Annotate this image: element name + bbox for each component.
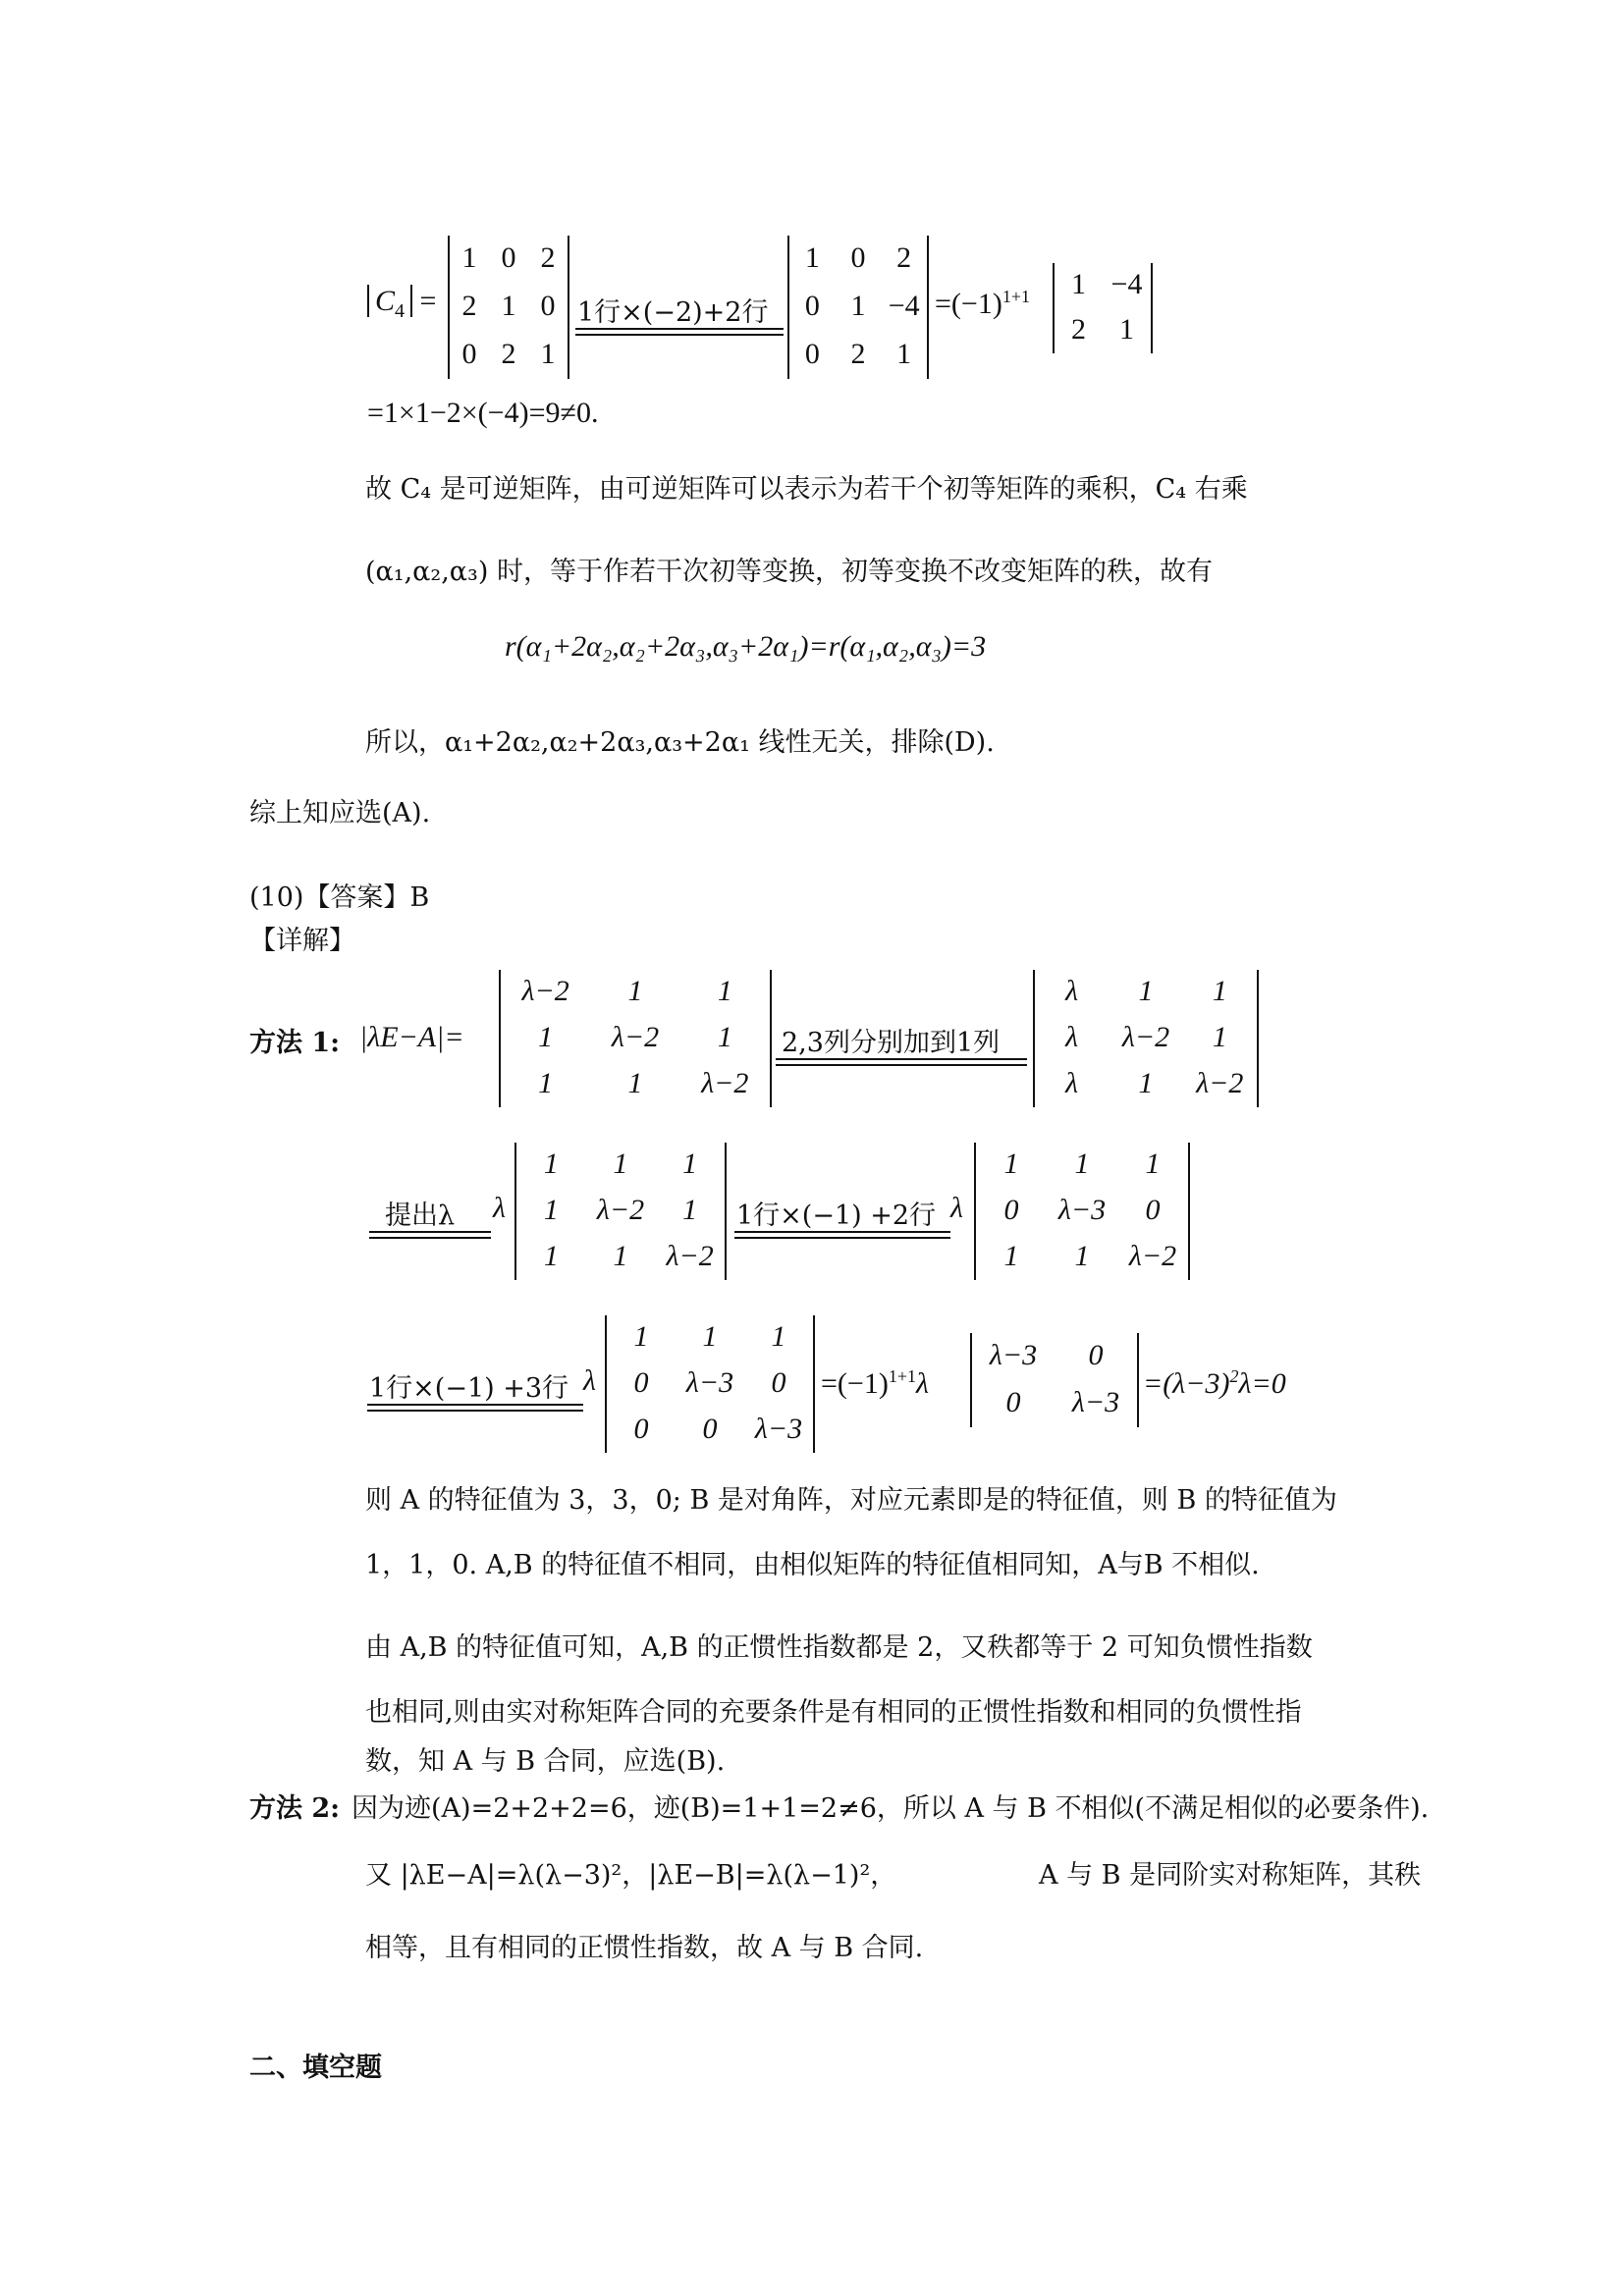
paragraph-independent: 所以，α₁+2α₂,α₂+2α₃,α₃+2α₁ 线性无关，排除(D). xyxy=(365,727,995,758)
rank-equation: r(α₁+2α₂,α₂+2α₃,α₃+2α₁)=r(α₁,α₂,α₃)=3 xyxy=(505,630,987,663)
row-op-underline-2 xyxy=(734,1231,950,1239)
matrix-entry: 1 xyxy=(1119,313,1134,346)
matrix-entry: 2 xyxy=(1071,313,1086,346)
matrix-entry: λ xyxy=(1065,1021,1079,1053)
matrix-entry: 1 xyxy=(538,1021,554,1053)
matrix-entry: λ−3 xyxy=(1071,1386,1120,1418)
char-matrix-4 xyxy=(974,1143,1190,1280)
question-10-answer: (10)【答案】B xyxy=(249,882,430,913)
method-2-line-2a: 又 |λE−A|=λ(λ−3)²，|λE−B|=λ(λ−1)²， xyxy=(365,1860,897,1891)
matrix-entry: 0 xyxy=(850,241,866,275)
matrix-entry: 1 xyxy=(682,1148,698,1181)
matrix-entry: 1 xyxy=(1003,1239,1019,1272)
matrix-entry: 1 xyxy=(633,1320,649,1354)
matrix-entry: 1 xyxy=(540,337,556,370)
matrix-entry: 1 xyxy=(717,975,732,1008)
factor-op-label: 提出λ xyxy=(385,1201,456,1231)
matrix-entry: 1 xyxy=(613,1148,628,1181)
row-op-label-1: 1行×(−2)+2行 xyxy=(577,297,769,328)
c4-matrix-original xyxy=(448,236,569,379)
matrix-entry: 0 xyxy=(501,241,516,275)
char-matrix-3 xyxy=(514,1143,727,1280)
cofactor-coef-2: $=(-1)^{1+1}\lambda$ xyxy=(821,1366,929,1400)
matrix-entry: 0 xyxy=(540,290,556,322)
inertia-paragraph-2: 也相同,则由实对称矩阵合同的充要条件是有相同的正惯性指数和相同的负惯性指 xyxy=(365,1697,1302,1728)
matrix-entry: 0 xyxy=(804,337,820,370)
col-op-underline xyxy=(776,1058,1027,1066)
matrix-entry: 1 xyxy=(682,1194,698,1226)
matrix-entry: 1 xyxy=(1212,1021,1227,1053)
matrix-entry: λ−2 xyxy=(596,1194,645,1226)
matrix-entry: 0 xyxy=(461,337,477,370)
matrix-entry: 0 xyxy=(804,290,820,322)
matrix-entry: 1 xyxy=(1071,268,1086,300)
char-poly-lhs: |λE−A|= xyxy=(359,1021,464,1053)
method-2-line-3: 相等，且有相同的正惯性指数，故 A 与 B 合同. xyxy=(365,1933,924,1963)
matrix-entry: 1 xyxy=(896,337,912,370)
matrix-entry: 0 xyxy=(1088,1339,1104,1371)
matrix-entry: 0 xyxy=(1003,1194,1019,1226)
matrix-entry: −4 xyxy=(888,290,920,322)
lambda-factor-2: λ xyxy=(950,1192,963,1224)
matrix-entry: 1 xyxy=(613,1239,628,1272)
col-op-label: 2,3列分别加到1列 xyxy=(782,1028,1001,1058)
char-minor-2x2 xyxy=(970,1333,1139,1427)
matrix-entry: 1 xyxy=(804,241,820,275)
matrix-entry: 1 xyxy=(1138,975,1154,1008)
matrix-entry: 1 xyxy=(850,290,866,322)
matrix-entry: 1 xyxy=(1212,975,1227,1008)
matrix-entry: 2 xyxy=(461,290,477,322)
matrix-entry: 0 xyxy=(702,1412,718,1445)
matrix-entry: 1 xyxy=(1138,1066,1154,1099)
matrix-entry: 1 xyxy=(1074,1148,1090,1181)
matrix-entry: 2 xyxy=(540,241,556,275)
row-op-underline-3 xyxy=(367,1404,583,1412)
matrix-entry: λ−3 xyxy=(1057,1194,1107,1226)
matrix-entry: 1 xyxy=(702,1320,718,1354)
conclusion-line: 综上知应选(A). xyxy=(249,798,431,828)
inertia-paragraph-3: 数，知 A 与 B 合同，应选(B). xyxy=(365,1746,726,1777)
matrix-entry: 1 xyxy=(538,1066,554,1099)
eigen-paragraph-2: 1，1，0. A,B 的特征值不相同，由相似矩阵的特征值相同知，A与B 不相似. xyxy=(365,1550,1260,1580)
matrix-entry: 1 xyxy=(1003,1148,1019,1181)
method-2-line-1: 因为迹(A)=2+2+2=6，迹(B)=1+1=2≠6，所以 A 与 B 不相似(不满足相似的必要条件). xyxy=(352,1793,1430,1824)
matrix-entry: λ−2 xyxy=(701,1066,749,1099)
matrix-entry: λ−3 xyxy=(685,1366,734,1399)
char-matrix-2 xyxy=(1033,970,1259,1107)
matrix-entry: 1 xyxy=(461,241,477,275)
matrix-entry: λ−2 xyxy=(1121,1021,1170,1053)
matrix-entry: λ−2 xyxy=(1128,1239,1177,1272)
matrix-entry: 0 xyxy=(1145,1194,1161,1226)
matrix-entry: 1 xyxy=(627,1066,643,1099)
char-matrix-1 xyxy=(499,970,772,1107)
matrix-entry: λ−3 xyxy=(754,1412,803,1445)
cofactor-coef: $=(-1)^{1+1}$ xyxy=(935,287,1030,320)
paragraph-invertible: 故 C₄ 是可逆矩阵，由可逆矩阵可以表示为若干个初等矩阵的乘积，C₄ 右乘 xyxy=(365,474,1248,505)
matrix-entry: λ xyxy=(1065,1066,1079,1099)
matrix-entry: 1 xyxy=(717,1021,732,1053)
row-op-underline-1 xyxy=(575,328,784,336)
matrix-entry: 0 xyxy=(633,1366,649,1399)
matrix-entry: λ−2 xyxy=(666,1239,714,1272)
row-op-label-3: 1行×(−1) +3行 xyxy=(369,1373,569,1404)
c4-det-label: $C_4$ = xyxy=(367,285,436,323)
matrix-entry: 1 xyxy=(1074,1239,1090,1272)
matrix-entry: λ xyxy=(1065,975,1079,1008)
lambda-factor-1: λ xyxy=(493,1192,506,1224)
matrix-entry: 1 xyxy=(543,1239,559,1272)
c4-matrix-reduced xyxy=(787,236,929,379)
char-matrix-5 xyxy=(605,1315,815,1453)
matrix-entry: 1 xyxy=(543,1194,559,1226)
matrix-entry: λ−3 xyxy=(989,1339,1038,1371)
matrix-entry: 1 xyxy=(1145,1148,1161,1181)
c4-value-line: =1×1−2×(−4)=9≠0. xyxy=(367,397,599,429)
matrix-entry: 0 xyxy=(1005,1386,1021,1418)
paragraph-elementary-ops: (α₁,α₂,α₃) 时，等于作若干次初等变换，初等变换不改变矩阵的秩，故有 xyxy=(365,557,1213,587)
matrix-entry: 0 xyxy=(633,1412,649,1445)
method-2-line-2b: A 与 B 是同阶实对称矩阵，其秩 xyxy=(1039,1860,1422,1891)
row-op-label-2: 1行×(−1) +2行 xyxy=(736,1201,937,1231)
matrix-entry: 1 xyxy=(627,975,643,1008)
eigen-paragraph-1: 则 A 的特征值为 3，3，0; B 是对角阵，对应元素即是的特征值，则 B 的特征值为 xyxy=(365,1485,1337,1516)
inertia-paragraph-1: 由 A,B 的特征值可知，A,B 的正惯性指数都是 2，又秩都等于 2 可知负惯性指数 xyxy=(365,1632,1313,1663)
section-title: 二、填空题 xyxy=(249,2053,382,2083)
char-poly-result: $=(\lambda-3)^2\lambda=0$ xyxy=(1143,1366,1286,1400)
matrix-entry: 0 xyxy=(771,1366,786,1399)
matrix-entry: λ−2 xyxy=(611,1021,660,1053)
matrix-entry: λ−2 xyxy=(521,975,569,1008)
matrix-entry: 2 xyxy=(850,337,866,370)
matrix-entry: 1 xyxy=(543,1148,559,1181)
matrix-entry: 2 xyxy=(501,337,516,370)
matrix-entry: 1 xyxy=(771,1320,786,1354)
factor-op-underline xyxy=(369,1231,491,1239)
method-1-label: 方法 1: xyxy=(249,1028,341,1058)
method-2-label: 方法 2: xyxy=(249,1793,341,1824)
matrix-entry: 1 xyxy=(501,290,516,322)
c4-minor-2x2 xyxy=(1053,263,1153,353)
lambda-factor-3: λ xyxy=(583,1364,596,1397)
matrix-entry: −4 xyxy=(1110,268,1143,300)
detail-heading: 【详解】 xyxy=(249,926,355,956)
matrix-entry: 2 xyxy=(896,241,912,275)
matrix-entry: λ−2 xyxy=(1196,1066,1244,1099)
